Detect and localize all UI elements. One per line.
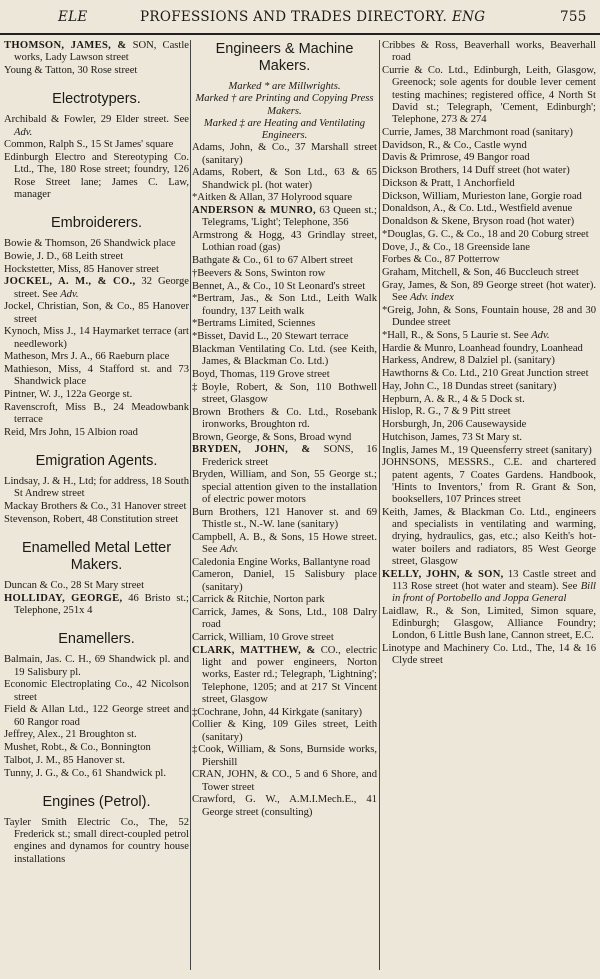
entry-text: Tunny, J. G., & Co., 61 Shandwick pl. (4, 767, 166, 779)
entry-text: Cribbes & Ross, Beaverhall works, Beaverhall road (382, 40, 596, 64)
entry-text: Burn Brothers, 121 Hanover st. and 69 Thistle st., N.-W. lane (sanitary) (192, 506, 377, 530)
directory-entry (382, 203, 596, 215)
directory-entry (4, 501, 189, 513)
entry-text: Brown, George, & Sons, Broad wynd (192, 431, 352, 443)
entry-text: Davis & Primrose, 49 Bangor road (382, 152, 530, 164)
entry-text: Adams, John, & Co., 37 Marshall street (sanitary) (192, 142, 377, 166)
entry-name-bold: HOLLIDAY, GEORGE, (4, 592, 123, 604)
directory-entry (192, 469, 377, 506)
directory-entry (4, 264, 189, 276)
entry-text: Jockel, Christian, Son, & Co., 85 Hanover street (4, 301, 189, 325)
entry-text: ‡Boyle, Robert, & Son, 110 Bothwell street, Glasgow (192, 381, 377, 405)
entry-name-bold: CLARK, MATTHEW, & (192, 644, 316, 656)
directory-entry (192, 532, 377, 557)
section-heading: Enamelled Metal Letter Makers. (21, 540, 172, 573)
directory-entry (4, 364, 189, 389)
entry-text: 63 Queen st.; Telegrams, 'Light'; Telephone, 356 (202, 205, 377, 229)
directory-entry (192, 167, 377, 192)
entry-text: Forbes & Co., 87 Potterrow (382, 254, 500, 266)
directory-entry (192, 369, 377, 381)
entry-text: Dickson Brothers, 14 Duff street (hot water) (382, 165, 570, 176)
directory-entry (4, 238, 189, 250)
entry-text: 46 Bristo st.; Telephone, 251x 4 (14, 592, 189, 616)
section-heading: Embroiderers. (50, 215, 143, 231)
section-heading: Enamellers. (58, 631, 135, 648)
entry-text: *Bisset, David L., 20 Stewart terrace (192, 331, 349, 342)
entry-text: Economic Electroplating Co., 42 Nicolson street (4, 679, 189, 703)
directory-entry (382, 355, 596, 367)
directory-entry (382, 127, 596, 139)
directory-entry (382, 381, 596, 393)
entry-text: Laidlaw, R., & Son, Limited, Simon square, Edinburgh; Glasgow, Alliance Foundry; London, 6 Little Bush lane, Cannon street, E.C. (382, 605, 596, 642)
section-heading: Engines (Petrol). (42, 793, 151, 810)
entry-text: Brown Brothers & Co. Ltd., Rosebank ironworks, Broughton rd. (192, 406, 377, 430)
directory-entry (4, 580, 189, 592)
directory-entry (382, 330, 596, 342)
entry-text: †Beevers & Sons, Swinton row (192, 267, 326, 279)
entry-text: Blackman Ventilating Co. Ltd. (see Keith, James, & Blackman Co. Ltd.) (192, 343, 377, 367)
directory-entry (4, 755, 189, 767)
entry-text: Crawford, G. W., A.M.I.Mech.E., 41 George street (consulting) (192, 794, 377, 818)
advert-reference: Adv. (531, 329, 550, 341)
column-divider (190, 40, 191, 970)
entry-text: Ravenscroft, Miss B., 24 Meadowbank terrace (4, 401, 189, 425)
advert-reference: Adv. (60, 288, 79, 300)
entry-text: CRAN, JOHN, & CO., 5 and 6 Shore, and Tower street (192, 769, 377, 793)
entry-text: *Bertrams Limited, Sciennes (192, 318, 316, 330)
entry-text: Gray, James, & Son, 89 George street (hot water). See (382, 279, 596, 303)
entry-text: Hepburn, A. & R., 4 & 5 Dock st. (382, 393, 525, 405)
directory-entry (382, 229, 596, 241)
directory-entry (4, 276, 189, 301)
entry-text: Graham, Mitchell, & Son, 46 Buccleuch street (382, 267, 579, 278)
entry-text: Kynoch, Miss J., 14 Haymarket terrace (art needlework) (4, 326, 189, 350)
entry-text: Carrick, William, 10 Grove street (192, 632, 334, 643)
directory-entry (192, 569, 377, 594)
directory-entry (4, 704, 189, 729)
directory-entry (192, 382, 377, 407)
entry-text: Mathieson, Miss, 4 Stafford st. and 73 Shandwick place (4, 364, 189, 388)
entry-text: Balmain, Jas. C. H., 69 Shandwick pl. and 19 Salisbury pl. (4, 654, 189, 678)
directory-entry (4, 427, 189, 439)
entry-text: CO., electric light and power engineers, Norton works, Easter rd.; Telegraph, 'Lightning'; Telephone, 1205; and at 217 St Vincent street, Glasgow (202, 644, 377, 705)
entry-text: Bennet, A., & Co., 10 St Leonard's street (192, 280, 366, 292)
section-note: Marked ‡ are Heating and Ventilating Engineers. (203, 117, 366, 141)
directory-entry (382, 152, 596, 164)
directory-entry (192, 507, 377, 532)
entry-text: Davidson, R., & Co., Castle wynd (382, 139, 527, 151)
entry-text: Dove, J., & Co., 18 Greenside lane (382, 241, 530, 253)
entry-text: Talbot, J. M., 85 Hanover st. (4, 754, 126, 766)
directory-entry (382, 40, 596, 65)
directory-entry (382, 191, 596, 203)
column-3 (382, 40, 596, 975)
directory-entry (382, 507, 596, 568)
directory-entry (192, 293, 377, 318)
directory-entry (382, 445, 596, 457)
directory-entry (4, 251, 189, 263)
entry-text: Carrick, James, & Sons, Ltd., 108 Dalry road (192, 607, 377, 631)
directory-entry (4, 139, 189, 151)
directory-entry (4, 114, 189, 139)
directory-entry (382, 406, 596, 418)
entry-text: Hawthorns & Co. Ltd., 210 Great Junction street (382, 368, 589, 379)
entry-text: 13 Castle street and 113 Rose street (hot water and steam). See (392, 568, 596, 592)
entry-text: Matheson, Mrs J. A., 66 Raeburn place (4, 351, 170, 363)
directory-entry (192, 331, 377, 343)
entry-text: Horsburgh, Jn, 206 Causewayside (382, 419, 527, 430)
entry-text: Cameron, Daniel, 15 Salisbury place (sanitary) (192, 569, 377, 593)
entry-text: Tayler Smith Electric Co., The, 52 Frederick st.; small direct-coupled petrol engines and dynamos for country house installations (4, 816, 189, 865)
directory-entry (192, 255, 377, 267)
entry-text: *Hall, R., & Sons, 5 Laurie st. See (382, 329, 532, 341)
directory-entry (382, 643, 596, 668)
directory-entry (192, 769, 377, 794)
directory-entry (4, 40, 189, 65)
directory-entry (4, 768, 189, 780)
advert-reference: Adv. index (409, 292, 454, 303)
entry-text: SON, Castle works, Lady Lawson street (14, 40, 189, 64)
directory-entry (4, 152, 189, 201)
directory-entry (382, 569, 596, 606)
entry-text: Jeffrey, Alex., 21 Broughton st. (4, 729, 137, 741)
entry-text: Bowie & Thomson, 26 Shandwick place (4, 238, 176, 249)
directory-entry (192, 594, 377, 606)
entry-text: Armstrong & Hogg, 43 Grindlay street, Lothian road (gas) (192, 230, 377, 254)
entry-text: *Douglas, G. C., & Co., 18 and 20 Coburg street (382, 228, 589, 240)
entry-text: ‡Cochrane, John, 44 Kirkgate (sanitary) (192, 706, 363, 718)
directory-entry (192, 719, 377, 744)
directory-entry (192, 444, 377, 469)
entry-text: Archibald & Fowler, 29 Elder street. See (4, 114, 189, 126)
directory-entry (382, 280, 596, 305)
entry-text: Collier & King, 109 Giles street, Leith (sanitary) (192, 719, 377, 743)
entry-text: Stevenson, Robert, 48 Constitution street (4, 513, 179, 525)
entry-text: Lindsay, J. & H., Ltd; for address, 18 South St Andrew street (4, 476, 189, 500)
directory-entry (4, 389, 189, 401)
directory-entry (4, 65, 189, 77)
directory-entry (192, 205, 377, 230)
directory-entry (382, 394, 596, 406)
entry-text: *Bertram, Jas., & Son Ltd., Leith Walk foundry, 137 Leith walk (192, 293, 377, 317)
entry-text: Mackay Brothers & Co., 31 Hanover street (4, 501, 187, 512)
entry-text: Field & Allan Ltd., 122 George street and 60 Rangor road (4, 704, 189, 728)
entry-text: Boyd, Thomas, 119 Grove street (192, 368, 330, 380)
entry-text: Dickson, William, Murieston lane, Gorgie road (382, 190, 582, 202)
entry-text: Dickson & Pratt, 1 Anchorfield (382, 177, 515, 189)
entry-text: Campbell, A. B., & Sons, 15 Howe street. See (192, 531, 377, 555)
entry-name-bold: JOCKEL, A. M., & CO., (4, 276, 136, 288)
header-title: PROFESSIONS AND TRADES DIRECTORY. (140, 9, 448, 25)
entry-text: Hardie & Munro, Loanhead foundry, Loanhead (382, 342, 583, 354)
section-heading: Emigration Agents. (35, 453, 158, 469)
directory-entry (192, 142, 377, 167)
entry-text: Pintner, W. J., 122a George st. (4, 389, 133, 400)
directory-entry (382, 165, 596, 177)
directory-entry (192, 707, 377, 719)
entry-text: Currie, James, 38 Marchmont road (sanitary) (382, 126, 573, 138)
directory-entry (382, 178, 596, 190)
entry-text: *Greig, John, & Sons, Fountain house, 28 and 30 Dundee street (382, 304, 596, 328)
directory-entry (382, 419, 596, 431)
entry-text: Donaldson & Skene, Bryson road (hot water) (382, 216, 575, 227)
directory-entry (192, 230, 377, 255)
directory-entry (4, 476, 189, 501)
directory-entry (192, 268, 377, 280)
entry-text: Linotype and Machinery Co. Ltd., The, 14 & 16 Clyde street (382, 643, 596, 667)
directory-entry (382, 368, 596, 380)
directory-entry (4, 301, 189, 326)
entry-text: Carrick & Ritchie, Norton park (192, 594, 325, 606)
entry-text: Hay, John C., 18 Dundas street (sanitary) (382, 380, 557, 392)
directory-entry (382, 254, 596, 266)
directory-entry (192, 318, 377, 330)
directory-entry (382, 267, 596, 279)
entry-text: Bathgate & Co., 61 to 67 Albert street (192, 255, 353, 266)
page-header (0, 0, 600, 32)
header-left-guide: ELE (58, 9, 88, 25)
column-1 (4, 40, 189, 975)
directory-entry (192, 432, 377, 444)
directory-entry (4, 326, 189, 351)
directory-entry (192, 645, 377, 706)
column-2 (192, 40, 377, 975)
directory-entry (192, 607, 377, 632)
directory-entry (382, 432, 596, 444)
section-note: Marked * are Millwrights. (228, 81, 341, 92)
entry-text: Harkess, Andrew, 8 Dalziel pl. (sanitary) (382, 355, 555, 367)
entry-text: Edinburgh Electro and Stereotyping Co. Ltd., The, 180 Rose street; foundry, 126 Rose Street lane; James C. Law, manager (4, 152, 189, 200)
directory-entry (382, 457, 596, 506)
advert-reference: Adv. (14, 126, 33, 138)
entry-text: Bowie, J. D., 68 Leith street (4, 250, 124, 262)
column-divider (379, 40, 380, 970)
section-heading: Electrotypers. (52, 91, 141, 108)
directory-entry (4, 593, 189, 618)
entry-text: Hockstetter, Miss, 85 Hanover street (4, 263, 159, 275)
entry-name-bold: ANDERSON & MUNRO, (192, 205, 316, 216)
directory-entry (382, 606, 596, 643)
header-right-guide: ENG (452, 9, 486, 25)
directory-entry (4, 654, 189, 679)
page-number: 755 (560, 9, 587, 25)
entry-text: Duncan & Co., 28 St Mary street (4, 580, 145, 591)
directory-entry (192, 794, 377, 819)
entry-text: Currie & Co. Ltd., Edinburgh, Leith, Glasgow, Greenock; sole agents for double lever cement testing machines; registered office, 4 North St David st.; Telegraph, 'Cement, Edinburgh'; Telephone, 273 & 274 (382, 65, 596, 125)
directory-entry (4, 742, 189, 754)
entry-text: Common, Ralph S., 15 St James' square (4, 139, 174, 151)
section-heading: Engineers & Machine Makers. (215, 41, 354, 74)
directory-entry (4, 402, 189, 427)
directory-entry (4, 729, 189, 741)
directory-entry (4, 514, 189, 526)
entry-text: 32 George street. See (14, 276, 189, 300)
directory-entry (382, 305, 596, 330)
entry-text: Keith, James, & Blackman Co. Ltd., engineers and specialists in ventilating and warming, drying, hydraulics, gas, etc.; also Keith's hot-water boilers and radiators, 85 West George street, Glasgow (382, 506, 596, 567)
section-note: Marked † are Printing and Copying Press Makers. (195, 93, 374, 117)
entry-text: Reid, Mrs John, 15 Albion road (4, 426, 138, 438)
directory-entry (382, 140, 596, 152)
directory-entry (4, 679, 189, 704)
directory-entry (192, 192, 377, 204)
directory-entry (192, 744, 377, 769)
entry-text: Caledonia Engine Works, Ballantyne road (192, 556, 371, 568)
directory-entry (192, 407, 377, 432)
directory-entry (192, 632, 377, 644)
entry-text: Bryden, William, and Son, 55 George st.; special attention given to the installation of electric power motors (192, 469, 377, 505)
directory-entry (192, 281, 377, 293)
entry-name-bold: BRYDEN, JOHN, & (192, 444, 311, 456)
directory-entry (4, 351, 189, 363)
directory-entry (382, 343, 596, 355)
entry-text: Inglis, James M., 19 Queensferry street (sanitary) (382, 444, 592, 456)
directory-entry (382, 242, 596, 254)
directory-entry (192, 557, 377, 569)
entry-text: SONS, 16 Frederick street (202, 444, 377, 468)
entry-text: JOHNSONS, MESSRS., C.E. and chartered patent agents, 7 Coates Gardens. Handbook, 'Hints to Inventors,' from R. Grant & Son, booksellers, 107 Princes street (382, 457, 596, 505)
directory-entry (192, 344, 377, 369)
entry-text: ‡Cook, William, & Sons, Burnside works, Piershill (192, 744, 377, 768)
directory-entry (4, 817, 189, 866)
directory-entry (382, 65, 596, 126)
advert-reference: Bill in front of Portobello and Joppa General (392, 580, 596, 604)
entry-text: Young & Tatton, 30 Rose street (4, 65, 138, 76)
entry-text: Hutchison, James, 73 St Mary st. (382, 431, 523, 443)
entry-text: Hislop, R. G., 7 & 9 Pitt street (382, 406, 511, 418)
entry-text: Donaldson, A., & Co. Ltd., Westfield avenue (382, 203, 573, 215)
header-rule (0, 33, 600, 35)
directory-entry (382, 216, 596, 228)
entry-text: *Aitken & Allan, 37 Holyrood square (192, 192, 353, 204)
entry-name-bold: THOMSON, JAMES, & (4, 40, 127, 51)
entry-text: Adams, Robert, & Son Ltd., 63 & 65 Shandwick pl. (hot water) (192, 167, 377, 191)
entry-text: Mushet, Robt., & Co., Bonnington (4, 742, 151, 753)
entry-name-bold: KELLY, JOHN, & SON, (382, 568, 504, 580)
advert-reference: Adv. (219, 543, 239, 555)
